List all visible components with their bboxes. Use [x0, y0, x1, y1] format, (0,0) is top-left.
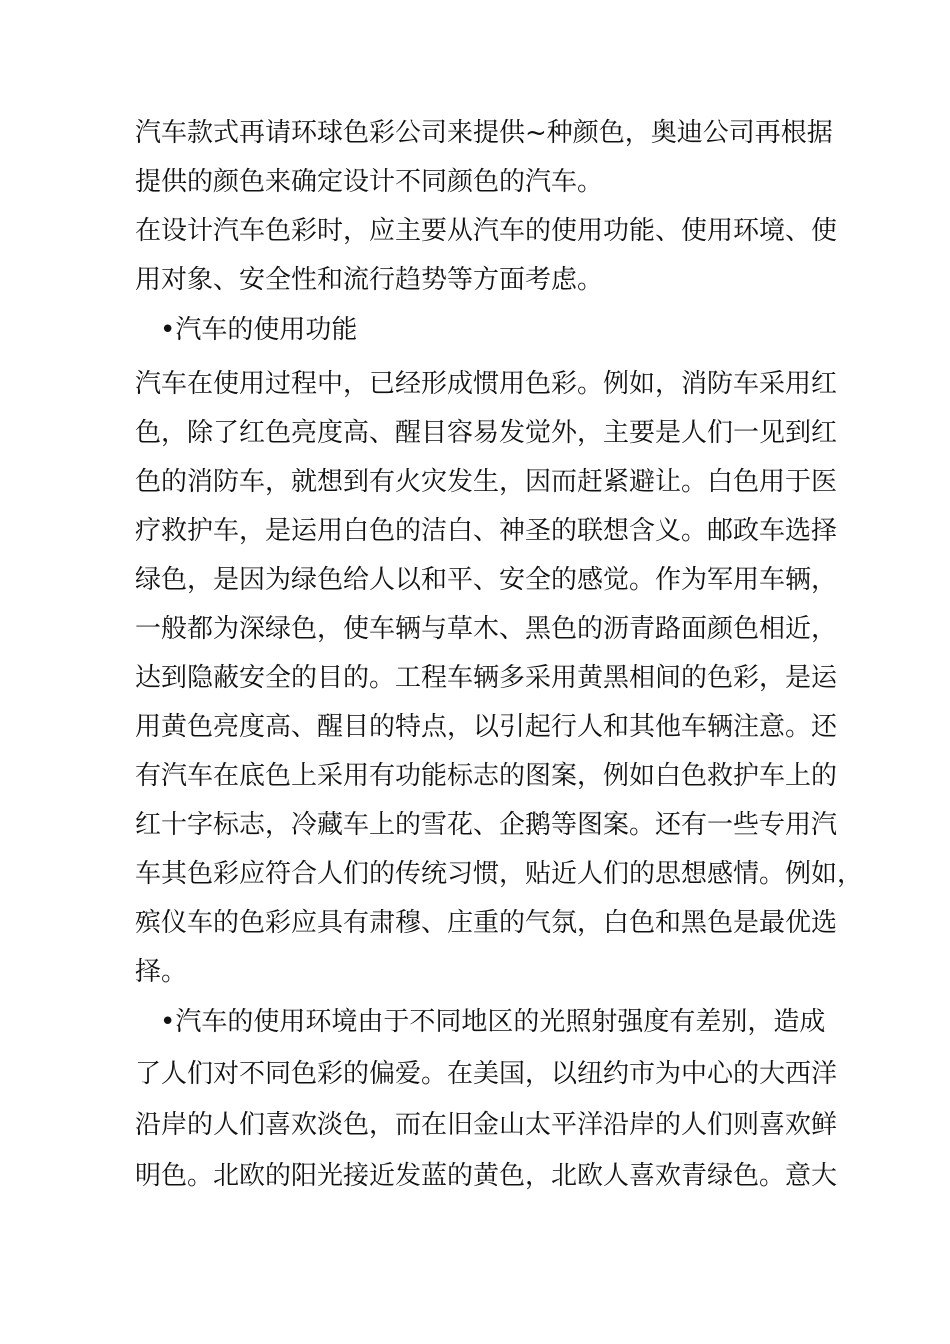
text-line: 红十字标志，冷藏车上的雪花、企鹅等图案。还有一些专用汽: [135, 810, 838, 840]
section-heading: •汽车的使用环境由于不同地区的光照射强度有差别，造成: [160, 1007, 826, 1037]
text-line: 择。: [135, 957, 188, 987]
text-line: 用黄色亮度高、醒目的特点，以引起行人和其他车辆注意。还: [135, 712, 838, 742]
text-line: 色，除了红色亮度高、醒目容易发觉外，主要是人们一见到红: [135, 418, 838, 448]
text-line: 有汽车在底色上采用有功能标志的图案，例如白色救护车上的: [135, 761, 838, 791]
text-line: 一般都为深绿色，使车辆与草木、黑色的沥青路面颜色相近，: [135, 614, 838, 644]
section-heading: •汽车的使用功能: [160, 315, 358, 345]
text-line: 车其色彩应符合人们的传统习惯，贴近人们的思想感情。例如，: [135, 859, 864, 889]
text-line: 绿色，是因为绿色给人以和平、安全的感觉。作为军用车辆，: [135, 565, 838, 595]
text-line: 了人们对不同色彩的偏爱。在美国，以纽约市为中心的大西洋: [135, 1059, 838, 1089]
text-line: 沿岸的人们喜欢淡色，而在旧金山太平洋沿岸的人们则喜欢鲜: [135, 1110, 838, 1140]
text-line: 汽车在使用过程中，已经形成惯用色彩。例如，消防车采用红: [135, 369, 838, 399]
text-line: 明色。北欧的阳光接近发蓝的黄色，北欧人喜欢青绿色。意大: [135, 1161, 838, 1191]
text-line: 提供的颜色来确定设计不同颜色的汽车。: [135, 167, 604, 197]
text-line: 用对象、安全性和流行趋势等方面考虑。: [135, 265, 604, 295]
text-line: 在设计汽车色彩时，应主要从汽车的使用功能、使用环境、使: [135, 216, 838, 246]
text-line: 殡仪车的色彩应具有肃穆、庄重的气氛，白色和黑色是最优选: [135, 908, 838, 938]
text-line: 达到隐蔽安全的目的。工程车辆多采用黄黑相间的色彩，是运: [135, 663, 838, 693]
text-line: 汽车款式再请环球色彩公司来提供~种颜色，奥迪公司再根据: [135, 118, 833, 148]
text-line: 色的消防车，就想到有火灾发生，因而赶紧避让。白色用于医: [135, 467, 838, 497]
text-line: 疗救护车，是运用白色的洁白、神圣的联想含义。邮政车选择: [135, 516, 838, 546]
